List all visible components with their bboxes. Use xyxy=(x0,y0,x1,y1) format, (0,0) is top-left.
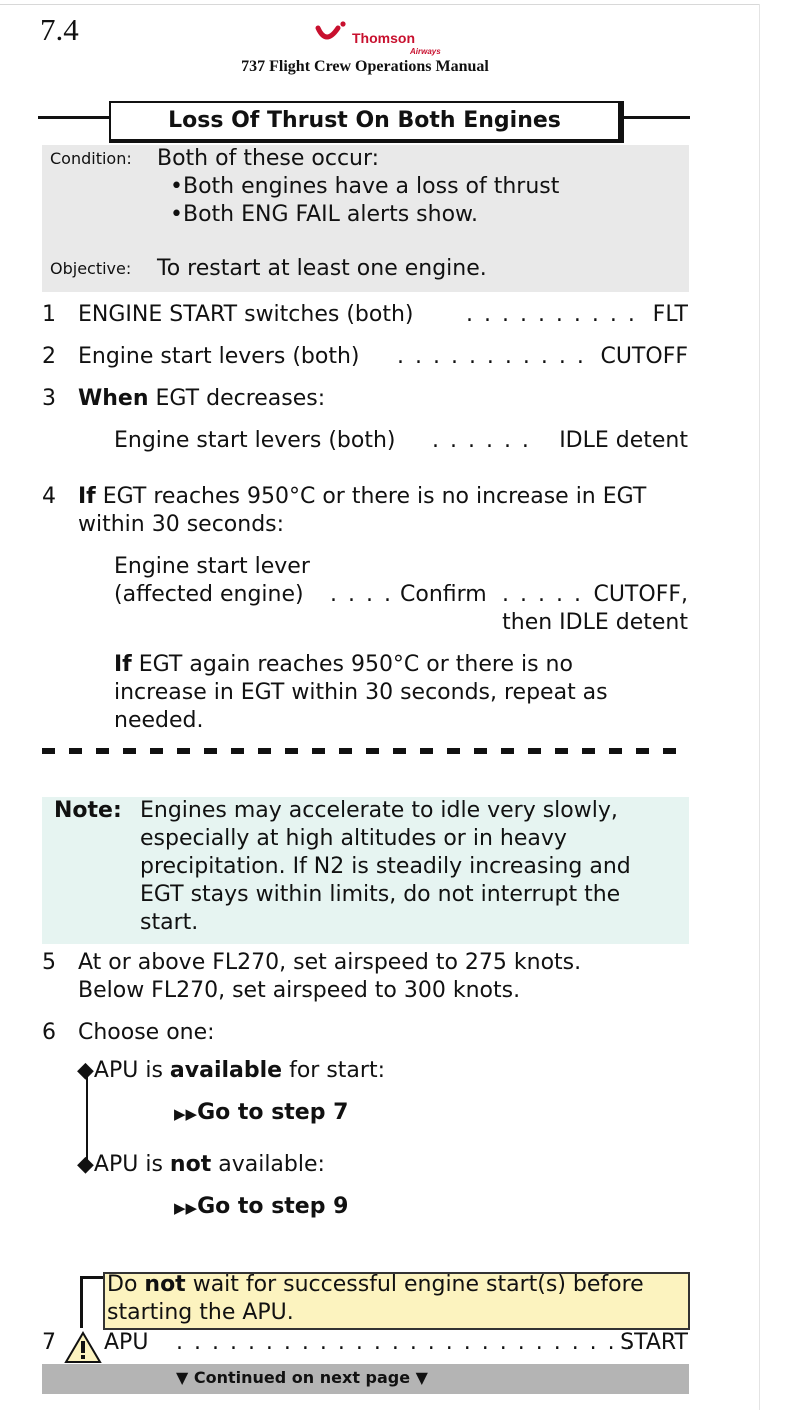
step-text-line: Below FL270, set airspeed to 300 knots. xyxy=(78,978,521,1003)
option-text: available: xyxy=(218,1152,325,1177)
diamond-icon: ◆ xyxy=(77,1058,94,1083)
page-number: 7.4 xyxy=(40,12,79,47)
condition-bullet-text: Both ENG FAIL alerts show. xyxy=(182,202,479,227)
substep-value: CUTOFF, xyxy=(593,582,688,607)
right-border xyxy=(759,4,760,1410)
step-text-body: EGT reaches 950°C or there is no increase in EGT xyxy=(102,484,647,509)
goto-step-7[interactable] xyxy=(174,1100,348,1125)
goto-step-9[interactable] xyxy=(174,1194,348,1219)
double-arrow-icon: ▶▶ xyxy=(174,1199,198,1217)
brand-name: Thomson xyxy=(352,30,415,46)
diamond-icon: ◆ xyxy=(77,1152,94,1177)
step-number: 6 xyxy=(42,1020,56,1045)
note-line: EGT stays within limits, do not interrupt the xyxy=(140,882,621,907)
repeat-text-line: increase in EGT within 30 seconds, repeat as xyxy=(114,680,608,705)
step-number: 5 xyxy=(42,950,56,975)
dashed-separator xyxy=(42,748,690,754)
step-value: START xyxy=(620,1330,688,1355)
caution-emphasis: not xyxy=(144,1272,186,1297)
option-emphasis: available xyxy=(169,1058,283,1083)
leader-dots: . . . . . . . . . . . . . . . . . . . . . . . . . . xyxy=(176,1330,635,1355)
step-number: 3 xyxy=(42,386,56,411)
option-text: for start: xyxy=(289,1058,385,1083)
manual-title: 737 Flight Crew Operations Manual xyxy=(241,58,489,75)
option-emphasis: not xyxy=(169,1152,212,1177)
double-arrow-icon: ▶▶ xyxy=(174,1105,198,1123)
option-not-available xyxy=(77,1152,325,1177)
leader-dots: . . . . . . . . . . . xyxy=(397,344,586,369)
substep-item-line: (affected engine) xyxy=(114,582,304,607)
caution-bracket xyxy=(80,1276,104,1328)
thomson-smile-logo-icon xyxy=(314,20,354,50)
if-keyword: If xyxy=(78,484,96,509)
goto-text: Go to step 7 xyxy=(197,1100,349,1125)
note-line: precipitation. If N2 is steadily increasing and xyxy=(140,854,631,879)
note-label: Note: xyxy=(54,798,122,823)
substep-value: IDLE detent xyxy=(559,428,688,453)
step-text-body: EGT decreases: xyxy=(155,386,326,411)
substep-value-line: then IDLE detent xyxy=(502,610,688,635)
repeat-text xyxy=(114,652,573,677)
note-line: start. xyxy=(140,910,199,935)
note-line: especially at high altitudes or in heavy xyxy=(140,826,567,851)
caution-text-line: starting the APU. xyxy=(107,1300,294,1325)
step-value: FLT xyxy=(652,302,688,327)
condition-bullet-text: Both engines have a loss of thrust xyxy=(182,174,560,199)
leader-dots: . . . . . . . . . . xyxy=(466,302,637,327)
goto-text: Go to step 9 xyxy=(197,1194,349,1219)
caution-triangle-icon xyxy=(64,1330,102,1364)
step-text-line: within 30 seconds: xyxy=(78,512,285,537)
objective-text: To restart at least one engine. xyxy=(157,256,487,281)
step-text xyxy=(78,386,325,411)
continued-on-next-page[interactable] xyxy=(42,1368,562,1387)
condition-bullet: •Both ENG FAIL alerts show. xyxy=(170,202,479,227)
leader-dots: . . . . . xyxy=(502,582,583,607)
step-item: ENGINE START switches (both) xyxy=(78,302,414,327)
title-rule-left xyxy=(38,116,112,119)
leader-dots: . . . . xyxy=(330,582,393,607)
down-triangle-icon: ▼ xyxy=(176,1368,189,1387)
option-available xyxy=(77,1058,385,1083)
leader-dots: . . . . . . xyxy=(432,428,531,453)
step-number: 1 xyxy=(42,302,56,327)
option-text: APU is xyxy=(93,1152,163,1177)
step-text: Choose one: xyxy=(78,1020,215,1045)
procedure-title: Loss Of Thrust On Both Engines xyxy=(168,108,561,133)
substep-item: Engine start lever xyxy=(114,554,310,579)
step-text xyxy=(78,484,646,509)
confirm-label: Confirm xyxy=(400,582,487,607)
when-keyword: When xyxy=(78,386,149,411)
step-value: CUTOFF xyxy=(600,344,688,369)
title-rule-right xyxy=(620,116,690,119)
step-number: 4 xyxy=(42,484,56,509)
condition-label: Condition: xyxy=(50,149,132,168)
condition-text: Both of these occur: xyxy=(157,146,380,171)
top-border xyxy=(0,4,760,5)
caution-text-part: Do xyxy=(107,1272,138,1297)
step-item: APU xyxy=(104,1330,149,1355)
option-text: APU is xyxy=(93,1058,163,1083)
down-triangle-icon: ▼ xyxy=(415,1368,428,1387)
repeat-text-body: EGT again reaches 950°C or there is no xyxy=(138,652,573,677)
repeat-text-line: needed. xyxy=(114,708,204,733)
substep-item: Engine start levers (both) xyxy=(114,428,396,453)
step-number: 2 xyxy=(42,344,56,369)
condition-bullet: •Both engines have a loss of thrust xyxy=(170,174,560,199)
step-item: Engine start levers (both) xyxy=(78,344,360,369)
procedure-title-box xyxy=(109,101,624,143)
caution-text-part: wait for successful engine start(s) before xyxy=(192,1272,644,1297)
continued-text: Continued on next page xyxy=(193,1368,411,1387)
note-line: Engines may accelerate to idle very slowly, xyxy=(140,798,618,823)
if-keyword: If xyxy=(114,652,132,677)
step-number: 7 xyxy=(42,1330,56,1355)
step-text: At or above FL270, set airspeed to 275 knots. xyxy=(78,950,582,975)
objective-label: Objective: xyxy=(50,259,132,278)
brand-subtitle: Airways xyxy=(410,47,441,56)
caution-text xyxy=(107,1272,644,1297)
